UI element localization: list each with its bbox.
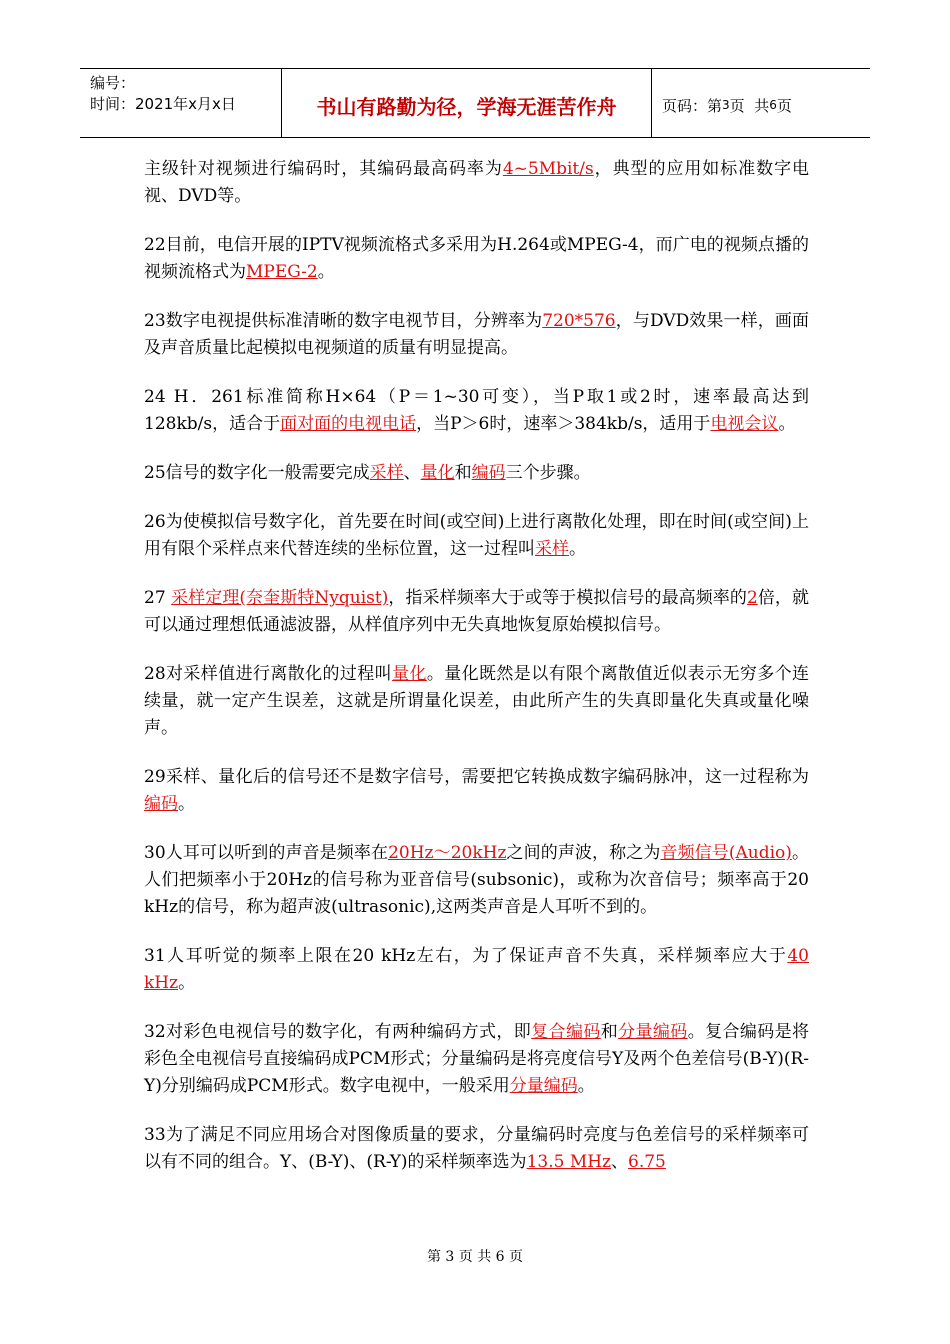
- answer-text: 电视会议: [710, 414, 779, 434]
- paragraph: [144, 764, 809, 818]
- paragraph-text: 主级针对视频进行编码时，其编码最高码率为: [144, 159, 503, 179]
- answer-text: 采样定理(奈奎斯特Nyquist): [171, 588, 389, 608]
- answer-text: 20Hz～20kHz: [388, 843, 507, 863]
- number-label: 编号：: [90, 74, 136, 92]
- answer-text: 复合编码: [531, 1022, 601, 1042]
- paragraph-text: 32对彩色电视信号的数字化，有两种编码方式，即: [144, 1022, 532, 1042]
- paragraph-text: 和: [600, 1022, 619, 1042]
- paragraph-text: ，与DVD效果一样，画面及声音质量比起模拟电视频道的质量有明显提高。: [144, 311, 809, 358]
- paragraph-text: ，指采样频率大于或等于模拟信号的最高频率的: [388, 588, 747, 608]
- answer-text: 采样: [535, 539, 569, 559]
- answer-text: 4~5Mbit/s: [502, 159, 594, 179]
- paragraph-text: 31人耳听觉的频率上限在20 kHz左右，为了保证声音不失真，采样频率应大于: [144, 946, 788, 966]
- paragraph: [144, 232, 809, 286]
- paragraph: [144, 840, 809, 921]
- paragraph-text: 。: [178, 794, 195, 814]
- paragraph-text: 。: [778, 414, 796, 434]
- paragraph: [144, 943, 809, 997]
- paragraph: [144, 661, 809, 742]
- paragraph-text: 。复合编码是将彩色全电视信号直接编码成PCM形式；分量编码是将亮度信号Y及两个色差信号(B-Y)(R-Y)分别编码成PCM形式。数字电视中，一般采用: [144, 1022, 810, 1096]
- answer-text: 分量编码: [509, 1076, 578, 1096]
- paragraph-text: 三个步骤。: [505, 463, 591, 483]
- paragraph: [144, 460, 809, 487]
- answer-text: 量化: [420, 463, 455, 483]
- paragraph-text: 。: [178, 973, 196, 993]
- paragraph: [144, 585, 809, 639]
- paragraph-text: 。: [317, 262, 335, 282]
- paragraph-text: 。: [577, 1076, 595, 1096]
- paragraph-text: 之间的声波，称之为: [506, 843, 661, 863]
- answer-text: 6.75: [628, 1152, 666, 1172]
- paragraph-text: 。: [569, 539, 586, 559]
- page-current: 3: [722, 98, 730, 112]
- answer-text: MPEG-2: [246, 262, 318, 282]
- paragraph: [144, 509, 809, 563]
- answer-text: 编码: [471, 463, 506, 483]
- paragraph-text: 。人们把频率小于20Hz的信号称为亚音信号(subsonic)，或称为次音信号；频率高于20 kHz的信号，称为超声波(ultrasonic),这两类声音是人耳听不到的。: [144, 843, 810, 917]
- paragraph-text: 29采样、量化后的信号还不是数字信号，需要把它转换成数字编码脉冲，这一过程称为: [144, 767, 809, 787]
- paragraph-text: 23数字电视提供标准清晰的数字电视节目，分辨率为: [144, 311, 543, 331]
- paragraph-text: 28对采样值进行离散化的过程叫: [144, 664, 393, 684]
- paragraph-text: 和: [454, 463, 472, 483]
- document-body: [144, 156, 809, 1198]
- answer-text: 音频信号(Audio): [660, 843, 792, 863]
- paragraph-text: 。量化既然是以有限个离散值近似表示无穷多个连续量，就一定产生误差，这就是所谓量化误差，由此所产生的失真即量化失真或量化噪声。: [144, 664, 810, 738]
- paragraph: [144, 1019, 809, 1100]
- answer-text: 2: [746, 588, 758, 608]
- page-mid: 页 共: [729, 96, 770, 115]
- answer-text: 采样: [369, 463, 404, 483]
- paragraph-text: 25信号的数字化一般需要完成: [144, 463, 370, 483]
- paragraph-text: 、: [403, 463, 421, 483]
- paragraph-text: ，当P＞6时，速率＞384kb/s，适用于: [416, 414, 711, 434]
- page-end: 页: [776, 96, 792, 115]
- time-label: 时间：2021年x月x日: [90, 95, 236, 113]
- page-footer: 第 3 页 共 6 页: [426, 1249, 524, 1265]
- page-total: 6: [769, 98, 777, 112]
- paragraph-text: 27: [144, 588, 172, 608]
- paragraph-text: ，典型的应用如标准数字电视、DVD等。: [144, 159, 810, 206]
- paragraph: [144, 156, 809, 210]
- answer-text: 量化: [392, 664, 427, 684]
- paragraph: [144, 308, 809, 362]
- paragraph: [144, 1122, 809, 1176]
- paragraph-text: 33为了满足不同应用场合对图像质量的要求，分量编码时亮度与色差信号的采样频率可以有不同的组合。Y、(B-Y)、(R-Y)的采样频率选为: [144, 1125, 809, 1172]
- header-page-cell: [652, 69, 870, 137]
- answer-text: 面对面的电视电话: [280, 414, 417, 434]
- header-motto: 书山有路勤为径，学海无涯苦作舟: [282, 69, 652, 137]
- paragraph-text: 24 H．261标准简称H×64（P＝1~30可变），当P取1或2时，速率最高达到128kb/s，适合于: [144, 387, 809, 434]
- header-info-cell: [80, 69, 282, 137]
- answer-text: 编码: [144, 794, 178, 814]
- page-header: [80, 68, 870, 138]
- paragraph-text: 30人耳可以听到的声音是频率在: [144, 843, 389, 863]
- paragraph-text: 22目前，电信开展的IPTV视频流格式多采用为H.264或MPEG-4，而广电的视频点播的视频流格式为: [144, 235, 809, 282]
- answer-text: 40 kHz: [144, 946, 809, 993]
- paragraph: [144, 384, 809, 438]
- answer-text: 13.5 MHz: [526, 1152, 612, 1172]
- paragraph-text: 26为使模拟信号数字化，首先要在时间(或空间)上进行离散化处理，即在时间(或空间)上用有限个采样点来代替连续的坐标位置，这一过程叫: [144, 512, 809, 559]
- answer-text: 720*576: [542, 311, 616, 331]
- page-label: 页码：第: [662, 96, 723, 115]
- paragraph-text: 、: [611, 1152, 629, 1172]
- paragraph-text: 倍，就可以通过理想低通滤波器，从样值序列中无失真地恢复原始模拟信号。: [144, 588, 809, 635]
- answer-text: 分量编码: [618, 1022, 688, 1042]
